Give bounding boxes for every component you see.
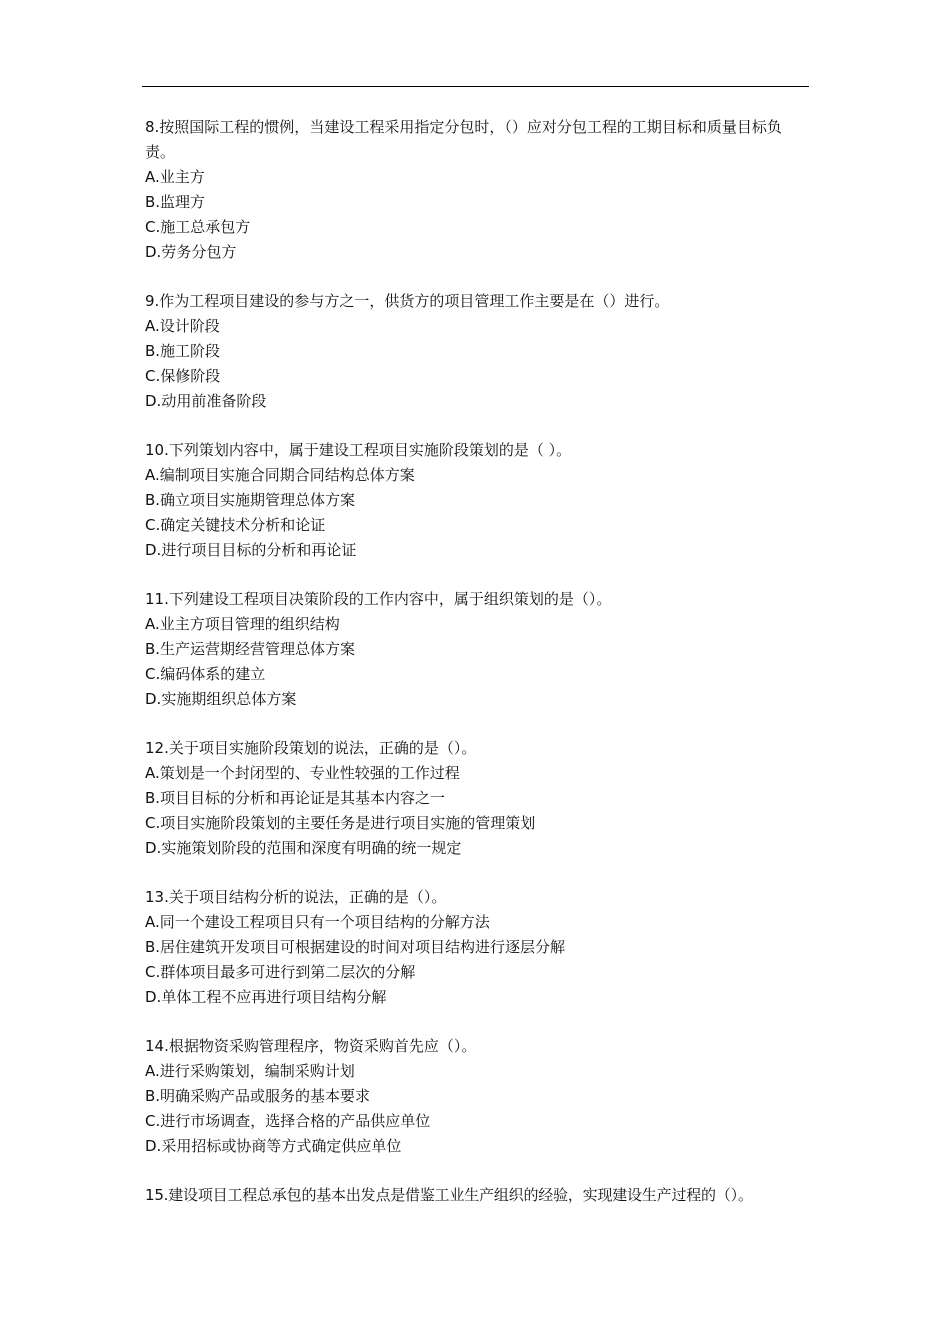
option-b: B.监理方: [145, 193, 206, 211]
option-d: D.实施期组织总体方案: [145, 690, 297, 708]
option-b: B.生产运营期经营管理总体方案: [145, 640, 356, 658]
option-c: C.群体项目最多可进行到第二层次的分解: [145, 963, 416, 981]
question-text: 11.下列建设工程项目决策阶段的工作内容中，属于组织策划的是（）。: [145, 590, 612, 608]
option-a: A.业主方: [145, 168, 205, 186]
option-c: C.进行市场调查，选择合格的产品供应单位: [145, 1112, 431, 1130]
option-a: A.设计阶段: [145, 317, 220, 335]
question-text: 12.关于项目实施阶段策划的说法，正确的是（）。: [145, 739, 477, 757]
question-13: [145, 885, 810, 1010]
option-a: A.进行采购策划，编制采购计划: [145, 1062, 355, 1080]
option-b: B.居住建筑开发项目可根据建设的时间对项目结构进行逐层分解: [145, 938, 566, 956]
option-c: C.施工总承包方: [145, 218, 251, 236]
option-d: D.实施策划阶段的范围和深度有明确的统一规定: [145, 839, 462, 857]
question-text: 10.下列策划内容中，属于建设工程项目实施阶段策划的是（ ）。: [145, 441, 572, 459]
question-14: [145, 1034, 810, 1159]
option-c: C.保修阶段: [145, 367, 221, 385]
option-d: D.采用招标或协商等方式确定供应单位: [145, 1137, 402, 1155]
question-list: [145, 115, 810, 1232]
option-c: C.编码体系的建立: [145, 665, 266, 683]
header-rule: [142, 86, 809, 87]
option-a: A.策划是一个封闭型的、专业性较强的工作过程: [145, 764, 460, 782]
question-11: [145, 587, 810, 712]
option-a: A.业主方项目管理的组织结构: [145, 615, 340, 633]
option-b: B.项目目标的分析和再论证是其基本内容之一: [145, 789, 446, 807]
question-text: 9.作为工程项目建设的参与方之一，供货方的项目管理工作主要是在（）进行。: [145, 292, 670, 310]
option-d: D.动用前准备阶段: [145, 392, 267, 410]
question-text: 13.关于项目结构分析的说法，正确的是（）。: [145, 888, 447, 906]
option-b: B.明确采购产品或服务的基本要求: [145, 1087, 371, 1105]
option-d: D.进行项目目标的分析和再论证: [145, 541, 357, 559]
question-15: [145, 1183, 810, 1208]
option-c: C.项目实施阶段策划的主要任务是进行项目实施的管理策划: [145, 814, 536, 832]
question-9: [145, 289, 810, 414]
option-d: D.劳务分包方: [145, 243, 237, 261]
option-a: A.同一个建设工程项目只有一个项目结构的分解方法: [145, 913, 490, 931]
question-12: [145, 736, 810, 861]
option-b: B.施工阶段: [145, 342, 221, 360]
option-b: B.确立项目实施期管理总体方案: [145, 491, 356, 509]
question-10: [145, 438, 810, 563]
question-text: 8.按照国际工程的惯例，当建设工程采用指定分包时，（）应对分包工程的工期目标和质量目标负责。: [145, 118, 782, 161]
option-c: C.确定关键技术分析和论证: [145, 516, 326, 534]
option-d: D.单体工程不应再进行项目结构分解: [145, 988, 387, 1006]
question-text: 14.根据物资采购管理程序，物资采购首先应（）。: [145, 1037, 477, 1055]
question-8: [145, 115, 810, 265]
question-text: 15.建设项目工程总承包的基本出发点是借鉴工业生产组织的经验，实现建设生产过程的（）。: [145, 1186, 753, 1204]
option-a: A.编制项目实施合同期合同结构总体方案: [145, 466, 415, 484]
